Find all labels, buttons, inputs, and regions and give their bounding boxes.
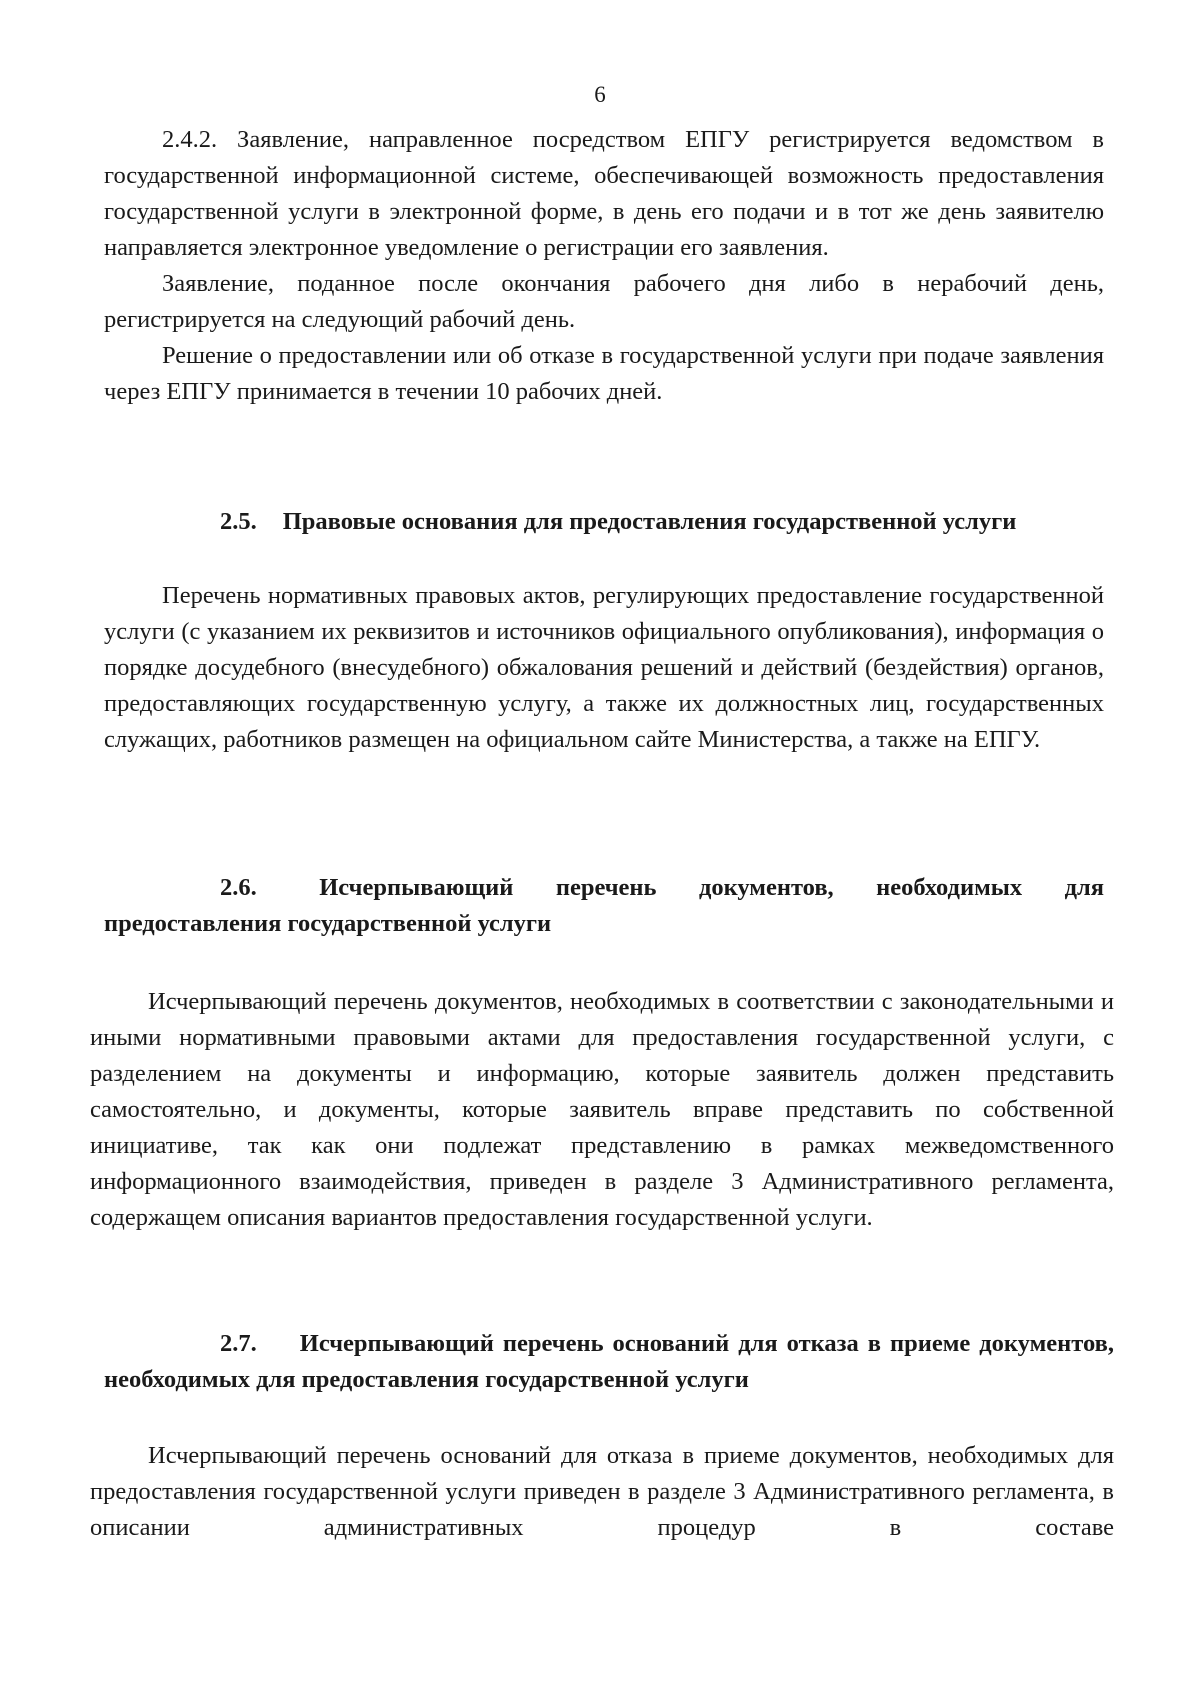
section-2-6-body (90, 984, 1114, 1236)
section-number: 2.5. (220, 508, 257, 535)
page-number: 6 (594, 82, 606, 107)
section-2-7-body (90, 1438, 1114, 1546)
section-heading-2-6 (104, 870, 1104, 942)
paragraph: 2.4.2. Заявление, направленное посредством ЕПГУ регистрируется ведомством в государственной информационной системе, обеспечивающей возможность предоставления государственной услуги в электронной форме, в день его подачи и в тот же день заявителю направляется электронное уведомление о регистрации его заявления. (104, 126, 1104, 261)
section-heading-2-7 (104, 1326, 1114, 1398)
section-title: Правовые основания для предоставления государственной услуги (282, 508, 1017, 535)
section-number: 2.6. (220, 874, 257, 901)
section-number: 2.7. (220, 1330, 257, 1357)
paragraph: Исчерпывающий перечень оснований для отказа в приеме документов, необходимых для предоставления государственной услуги приведен в разделе 3 Административного регламента, в описании административных процедур в составе (90, 1442, 1114, 1541)
section-heading-2-5 (104, 504, 1104, 540)
section-2-5-body (104, 578, 1104, 758)
paragraph: Решение о предоставлении или об отказе в государственной услуги при подаче заявления через ЕПГУ принимается в течении 10 рабочих дней. (104, 342, 1104, 405)
paragraph: Заявление, поданное после окончания рабочего дня либо в нерабочий день, регистрируется на следующий рабочий день. (104, 270, 1104, 333)
paragraph: Перечень нормативных правовых актов, регулирующих предоставление государственной услуги (с указанием их реквизитов и источников официального опубликования), информация о порядке досудебного (внесудебного) обжалования решений и действий (бездействия) органов, предоставляющих государственную услугу, а также их должностных лиц, государственных служащих, работников размещен на официальном сайте Министерства, а также на ЕПГУ. (104, 582, 1104, 753)
section-title: Исчерпывающий перечень оснований для отказа в приеме документов, необходимых для предоставления государственной услуги (104, 1330, 1114, 1393)
section-title: Исчерпывающий перечень документов, необходимых для предоставления государственной услуги (104, 874, 1105, 937)
section-2-4-2-body (104, 122, 1104, 410)
paragraph: Исчерпывающий перечень документов, необходимых в соответствии с законодательными и иными нормативными правовыми актами для предоставления государственной услуги, с разделением на документы и информацию, которые заявитель должен представить самостоятельно, и документы, которые заявитель вправе представить по собственной инициативе, так как они подлежат представлению в рамках межведомственного информационного взаимодействия, приведен в разделе 3 Административного регламента, содержащем описания вариантов предоставления государственной услуги. (90, 988, 1114, 1231)
